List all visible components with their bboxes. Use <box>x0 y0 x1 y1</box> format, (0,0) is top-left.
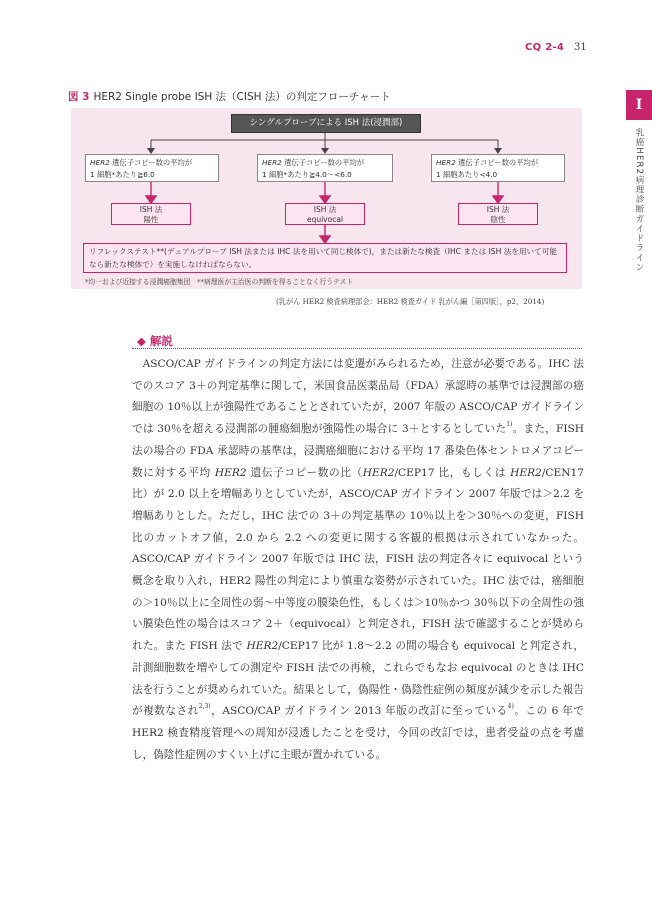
commentary-body <box>132 354 584 766</box>
condition-box-equivocal: HER2 遺伝子コピー数の平均が 1 細胞*あたり≧4.0～<6.0 <box>257 154 393 182</box>
citation: 4) <box>507 703 514 711</box>
gene-name: HER2 <box>436 158 456 167</box>
gene-name: HER2 <box>214 466 247 479</box>
pink-arrow-right <box>493 196 503 203</box>
figure-footnote: *均一および近接する浸潤癌胞集団 **病理医が主治医の判断を得ることなく行うテスト <box>85 278 354 286</box>
flow-top-box: シングルプローブによる ISH 法(浸潤部) <box>231 114 421 133</box>
figure-number: 図 3 <box>68 91 90 103</box>
figure-source: (乳がん HER2 検査病理部会：HER2 検査ガイド 乳がん編［第四版］，p2，2014) <box>276 297 545 306</box>
citation: 1) <box>506 421 513 429</box>
chapter-tab: I <box>626 90 652 120</box>
result-box-negative: ISH 法 陰性 <box>458 203 538 225</box>
citation: 2,3) <box>198 703 211 711</box>
gene-name: HER2 <box>246 640 279 653</box>
gene-name: HER2 <box>510 466 542 479</box>
page-number: 31 <box>574 42 587 53</box>
result-box-positive: ISH 法 陽性 <box>111 203 191 225</box>
gene-name: HER2 <box>262 158 282 167</box>
gene-name: HER2 <box>90 158 110 167</box>
pink-arrow-mid <box>320 196 330 203</box>
pink-arrow-down <box>320 236 330 243</box>
condition-box-negative: HER2 遺伝子コピー数の平均が 1 細胞あたり<4.0 <box>431 154 565 182</box>
section-heading: ◆ 解説 <box>137 334 173 348</box>
commentary-paragraph: ASCO/CAP ガイドラインの判定方法には変遷がみられるため，注意が必要である。IHC 法でのスコア 3＋の判定基準に関して，米国食品医薬品局（FDA）承認時の基準では浸潤部の癌細胞の 10％以上が強陽性であることとされていたが，2007 年版の ASCO/CAP ガイドラインでは 30％を超える浸潤部の腫瘍細胞が強陽性の場合に 3＋とするとしていた$^{1)}$。また，FISH 法の場合の FDA 承認時の基準は，浸潤癌細胞における平均 17 番染色体セントロメアコピー数に対する平均 HER2 遺伝子コピー数の比（HER2/CEP17 比，もしくは HER2/CEN17 比）が 2.0 以上を増幅ありとしていたが，ASCO/CAP ガイドライン 2007 年版では＞2.2 を増幅ありとした。ただし，IHC 法での 3＋の判定基準の 10％以上を＞30％への変更，FISH 比のカットオフ値，2.0 から 2.2 への変更に関する客観的根拠は示されていなかった。ASCO/CAP ガイドライン 2007 年版では IHC 法，FISH 法の判定各々に equivocal という概念を取り入れ，HER2 陽性の判定により慎重な姿勢が示されていた。IHC 法では，癌細胞の＞10％以上に全周性の弱～中等度の膜染色性，もしくは＞10％かつ 30％以下の全周性の強い膜染色性の場合はスコア 2＋（equivocal）と判定され，FISH 法で確認することが奨められた。また FISH 法で HER2/CEP17 比が 1.8～2.2 の間の場合も equivocal と判定され，計測細胞数を増やしての測定や FISH 法での再検，これらでもなお equivocal のときは IHC 法を行うことが奨められていた。結果として，偽陽性・偽陰性症例の頻度が減少を示した報告が複数なされ$^{2,3)}$，ASCO/CAP ガイドライン 2013 年版の改訂に至っている$^{4)}$。この 6 年で HER2 検査精度管理への周知が浸透したことを受け，今回の改訂では，患者受益の点を考慮し，偽陰性症例のすくい上げに主眼が置かれている。 <box>132 358 585 761</box>
condition-threshold: 1 細胞あたり<4.0 <box>436 170 498 179</box>
reflex-test-box: リフレックステスト**(デュアルプローブ ISH 法または IHC 法を用いて同じ検体で)，または新たな検査（IHC または ISH 法を用いて可能なら新たな検体で）を実施しなければならない。 <box>83 243 567 273</box>
section-divider <box>132 348 582 349</box>
side-running-title: 乳癌HER2病理診断ガイドライン <box>634 128 644 273</box>
result-box-equivocal: ISH 法 equivocal <box>285 203 365 225</box>
condition-threshold: 1 細胞*あたり≧6.0 <box>90 170 155 179</box>
condition-box-positive: HER2 遺伝子コピー数の平均が 1 細胞*あたり≧6.0 <box>85 154 219 182</box>
chapter-cq-label: CQ 2-4 <box>525 42 565 53</box>
pink-arrow-left <box>146 196 156 203</box>
condition-threshold: 1 細胞*あたり≧4.0～<6.0 <box>262 170 352 179</box>
gene-name: HER2 <box>362 466 395 479</box>
figure-title: HER2 Single probe ISH 法（CISH 法）の判定フローチャート <box>93 91 391 103</box>
